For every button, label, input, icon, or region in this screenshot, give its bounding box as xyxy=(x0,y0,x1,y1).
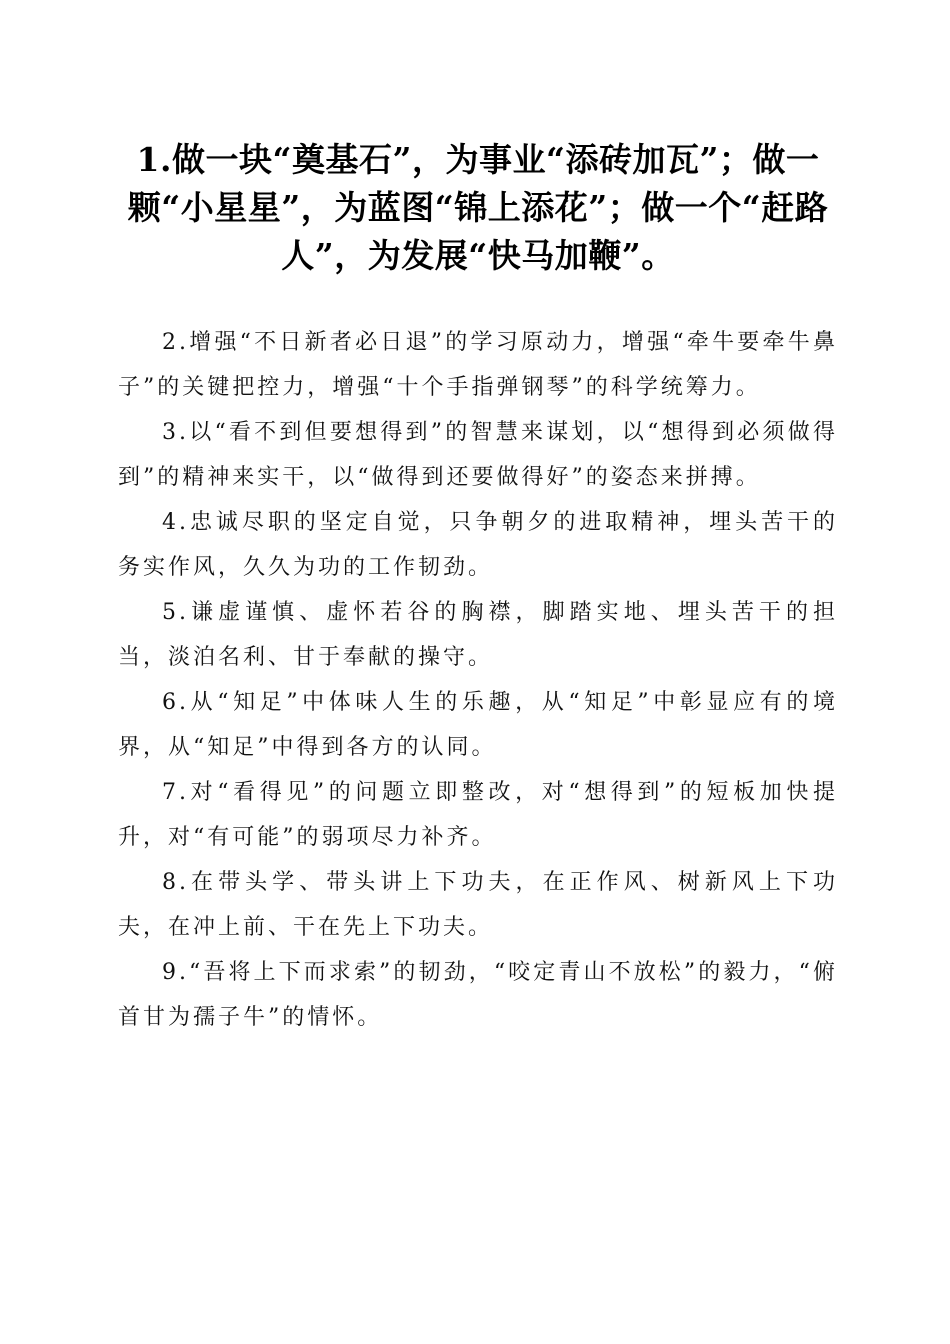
document-heading: 1.做一块“奠基石”，为事业“添砖加瓦”；做一颗“小星星”，为蓝图“锦上添花”；做一个“赶路人”，为发展“快马加鞭”。 xyxy=(127,140,829,275)
paragraph-5: 5.谦虚谨慎、虚怀若谷的胸襟，脚踏实地、埋头苦干的担当，淡泊名利、甘于奉献的操守。 xyxy=(118,600,838,670)
paragraph-6: 6.从“知足”中体味人生的乐趣，从“知足”中彰显应有的境界，从“知足”中得到各方的认同。 xyxy=(118,690,838,760)
paragraph-9: 9.“吾将上下而求索”的韧劲，“咬定青山不放松”的毅力，“俯首甘为孺子牛”的情怀。 xyxy=(118,960,838,1030)
paragraph-7: 7.对“看得见”的问题立即整改，对“想得到”的短板加快提升，对“有可能”的弱项尽力补齐。 xyxy=(118,780,838,850)
paragraph-8: 8.在带头学、带头讲上下功夫，在正作风、树新风上下功夫，在冲上前、干在先上下功夫。 xyxy=(118,870,838,940)
document-body xyxy=(118,320,838,1040)
paragraph-2: 2.增强“不日新者必日退”的学习原动力，增强“牵牛要牵牛鼻子”的关键把控力，增强“十个手指弹钢琴”的科学统筹力。 xyxy=(118,330,838,400)
paragraph-3: 3.以“看不到但要想得到”的智慧来谋划，以“想得到必须做得到”的精神来实干，以“做得到还要做得好”的姿态来拼搏。 xyxy=(118,420,838,490)
paragraph-4: 4.忠诚尽职的坚定自觉，只争朝夕的进取精神，埋头苦干的务实作风，久久为功的工作韧劲。 xyxy=(118,510,838,580)
